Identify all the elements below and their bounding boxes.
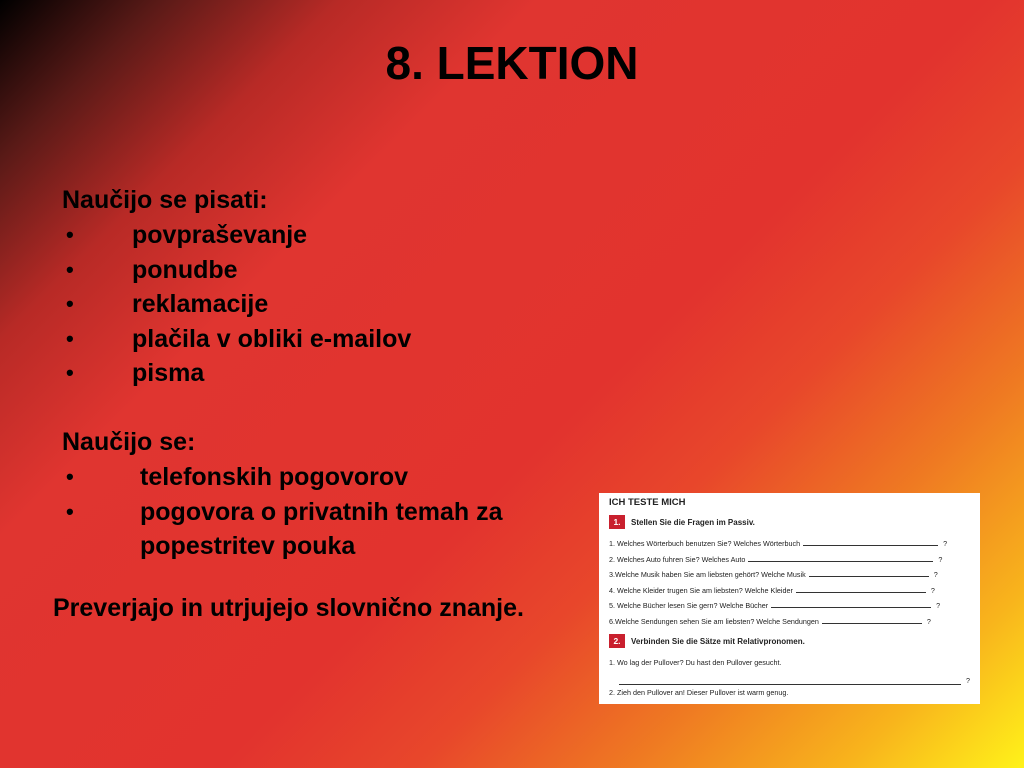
worksheet-answer-line: ? [609, 671, 970, 685]
answer-blank [771, 600, 931, 608]
worksheet-line: 1. Wo lag der Pullover? Du hast den Pullover gesucht. [609, 658, 782, 667]
list-item [62, 287, 411, 322]
list-item [62, 356, 411, 391]
list-item-text: povpraševanje [132, 221, 308, 249]
exercise-2-number: 2. [609, 634, 625, 648]
list-item-text: pisma [132, 359, 205, 387]
worksheet-line: 6.Welche Sendungen sehen Sie am liebsten? Welche Sendungen ? [609, 616, 931, 626]
worksheet-line: 4. Welche Kleider trugen Sie am liebsten? Welche Kleider ? [609, 585, 935, 595]
list-item-text: reklamacije [132, 290, 269, 318]
list-item [62, 218, 411, 253]
answer-blank [748, 554, 933, 562]
list-item [62, 322, 411, 357]
worksheet-title: ICH TESTE MICH [609, 497, 686, 508]
answer-blank [796, 585, 926, 593]
answer-blank [822, 616, 922, 624]
slide-title: 8. LEKTION [385, 37, 639, 89]
writing-section-heading: Naučijo se pisati: [62, 186, 268, 214]
bullet-icon: • [66, 291, 74, 316]
worksheet-line: 2. Welches Auto fuhren Sie? Welches Auto ? [609, 554, 943, 564]
list-item-text: pogovora o privatnih temah za [140, 497, 503, 526]
speaking-section-heading: Naučijo se: [62, 428, 196, 456]
bullet-icon: • [66, 325, 74, 351]
worksheet-image [599, 493, 980, 704]
exercise-2-header [609, 633, 970, 649]
bullet-icon: • [66, 222, 74, 247]
answer-blank [803, 538, 938, 546]
list-item-text: ponudbe [132, 255, 238, 284]
exercise-1-number: 1. [609, 515, 625, 529]
exercise-1-header [609, 514, 970, 530]
worksheet-line: 5. Welche Bücher lesen Sie gern? Welche Bücher ? [609, 601, 941, 610]
answer-blank [809, 569, 929, 577]
list-item [62, 529, 503, 564]
bullet-icon: • [66, 256, 74, 282]
list-item [62, 253, 411, 288]
exercise-1-instruction: Stellen Sie die Fragen im Passiv. [631, 517, 755, 527]
speaking-skills-list [62, 460, 503, 564]
speaking-section [62, 424, 503, 564]
bullet-icon: • [66, 498, 74, 524]
writing-section [62, 182, 411, 391]
worksheet-line: 3.Welche Musik haben Sie am liebsten gehört? Welche Musik ? [609, 570, 938, 579]
bullet-spacer [62, 529, 140, 564]
list-item [62, 460, 503, 495]
list-item-text: popestritev pouka [140, 532, 356, 560]
bullet-icon: • [66, 360, 74, 385]
writing-skills-list [62, 218, 411, 391]
answer-blank [619, 677, 961, 685]
worksheet-line: 2. Zieh den Pullover an! Dieser Pullover ist warm genug. [609, 687, 789, 697]
summary-text: Preverjajo in utrjujejo slovnično znanje. [53, 594, 524, 622]
exercise-2-instruction: Verbinden Sie die Sätze mit Relativpronomen. [631, 636, 805, 646]
list-item [62, 495, 503, 530]
list-item-text: telefonskih pogovorov [140, 463, 409, 491]
worksheet-line: 1. Welches Wörterbuch benutzen Sie? Welches Wörterbuch ? [609, 539, 948, 548]
bullet-icon: • [66, 464, 74, 489]
list-item-text: plačila v obliki e-mailov [132, 324, 412, 353]
